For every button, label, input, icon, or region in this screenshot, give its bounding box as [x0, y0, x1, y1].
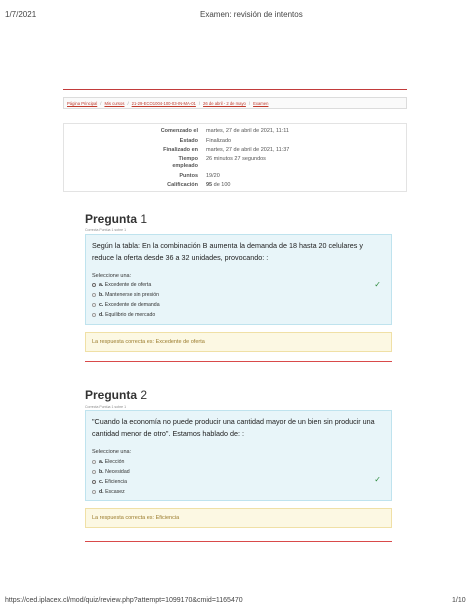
- radio-icon[interactable]: [92, 303, 96, 307]
- question-1-title: Pregunta 1: [85, 212, 148, 226]
- question-1-box: [85, 234, 392, 325]
- radio-icon[interactable]: [92, 480, 96, 484]
- question-2-option-d[interactable]: d. Escasez: [92, 489, 125, 495]
- question-2-info: Correcta Puntúa 1 sobre 1: [85, 405, 127, 409]
- question-2-option-c[interactable]: c. Eficiencia: [92, 479, 127, 485]
- breadcrumb-week[interactable]: 26 de abril - 2 de mayo: [203, 100, 246, 106]
- radio-icon[interactable]: [92, 460, 96, 464]
- breadcrumb: Página Principal / Mis cursos / 21-29-ECO1004-100-03-IN-MA-01 / 26 de abril - 2 de mayo / Examen: [63, 97, 407, 109]
- print-page-number: 1/10: [452, 597, 466, 604]
- radio-icon[interactable]: [92, 293, 96, 297]
- question-2-option-a[interactable]: a. Elección: [92, 459, 124, 465]
- question-2-box: [85, 410, 392, 501]
- question-1-select-label: Seleccione una:: [92, 273, 132, 279]
- question-2-text: "Cuando la economía no puede producir una cantidad mayor de un bien sin producir una cantidad menor de otro". Estamos hablado de: :: [92, 417, 375, 438]
- breadcrumb-courses[interactable]: Mis cursos: [104, 100, 125, 106]
- top-divider: [63, 89, 407, 90]
- question-2-divider: [85, 541, 392, 542]
- question-1-option-c[interactable]: c. Excedente de demanda: [92, 302, 160, 308]
- print-title: Examen: revisión de intentos: [200, 10, 303, 19]
- question-2-correct-answer: La respuesta correcta es: Eficiencia: [85, 508, 392, 528]
- correct-check-icon: ✓: [374, 280, 381, 289]
- question-2-option-b[interactable]: b. Necesidad: [92, 469, 130, 475]
- question-1-correct-answer: La respuesta correcta es: Excedente de oferta: [85, 332, 392, 352]
- question-2-select-label: Seleccione una:: [92, 449, 132, 455]
- question-1-divider: [85, 361, 392, 362]
- question-1-option-b[interactable]: b. Mantenerse sin presión: [92, 292, 159, 298]
- breadcrumb-exam[interactable]: Examen: [253, 100, 269, 106]
- radio-icon[interactable]: [92, 283, 96, 287]
- attempt-summary-table: Comenzado el martes, 27 de abril de 2021, 11:11 Estado Finalizado Finalizado en martes, 27 de abril de 2021, 11:37 Tiempo empleado 26 minutos 27 segundos Puntos 19/20 Calificación 95 de 100: [63, 123, 407, 192]
- print-url: https://ced.iplacex.cl/mod/quiz/review.php?attempt=1099170&cmid=1165470: [5, 597, 243, 604]
- question-2-title: Pregunta 2: [85, 388, 148, 402]
- radio-icon[interactable]: [92, 490, 96, 494]
- radio-icon[interactable]: [92, 313, 96, 317]
- correct-check-icon: ✓: [374, 475, 381, 484]
- question-1-option-d[interactable]: d. Equilibrio de mercado: [92, 312, 155, 318]
- question-1-info: Correcta Puntúa 1 sobre 1: [85, 228, 127, 232]
- print-date: 1/7/2021: [5, 10, 37, 19]
- breadcrumb-home[interactable]: Página Principal: [67, 100, 98, 106]
- question-1-option-a[interactable]: a. Excedente de oferta: [92, 282, 151, 288]
- radio-icon[interactable]: [92, 470, 96, 474]
- breadcrumb-course[interactable]: 21-29-ECO1004-100-03-IN-MA-01: [131, 100, 196, 106]
- question-1-text: Según la tabla: En la combinación B aumenta la demanda de 18 hasta 20 celulares y reduce la oferta desde 36 a 32 unidades, provocando: :: [92, 241, 363, 262]
